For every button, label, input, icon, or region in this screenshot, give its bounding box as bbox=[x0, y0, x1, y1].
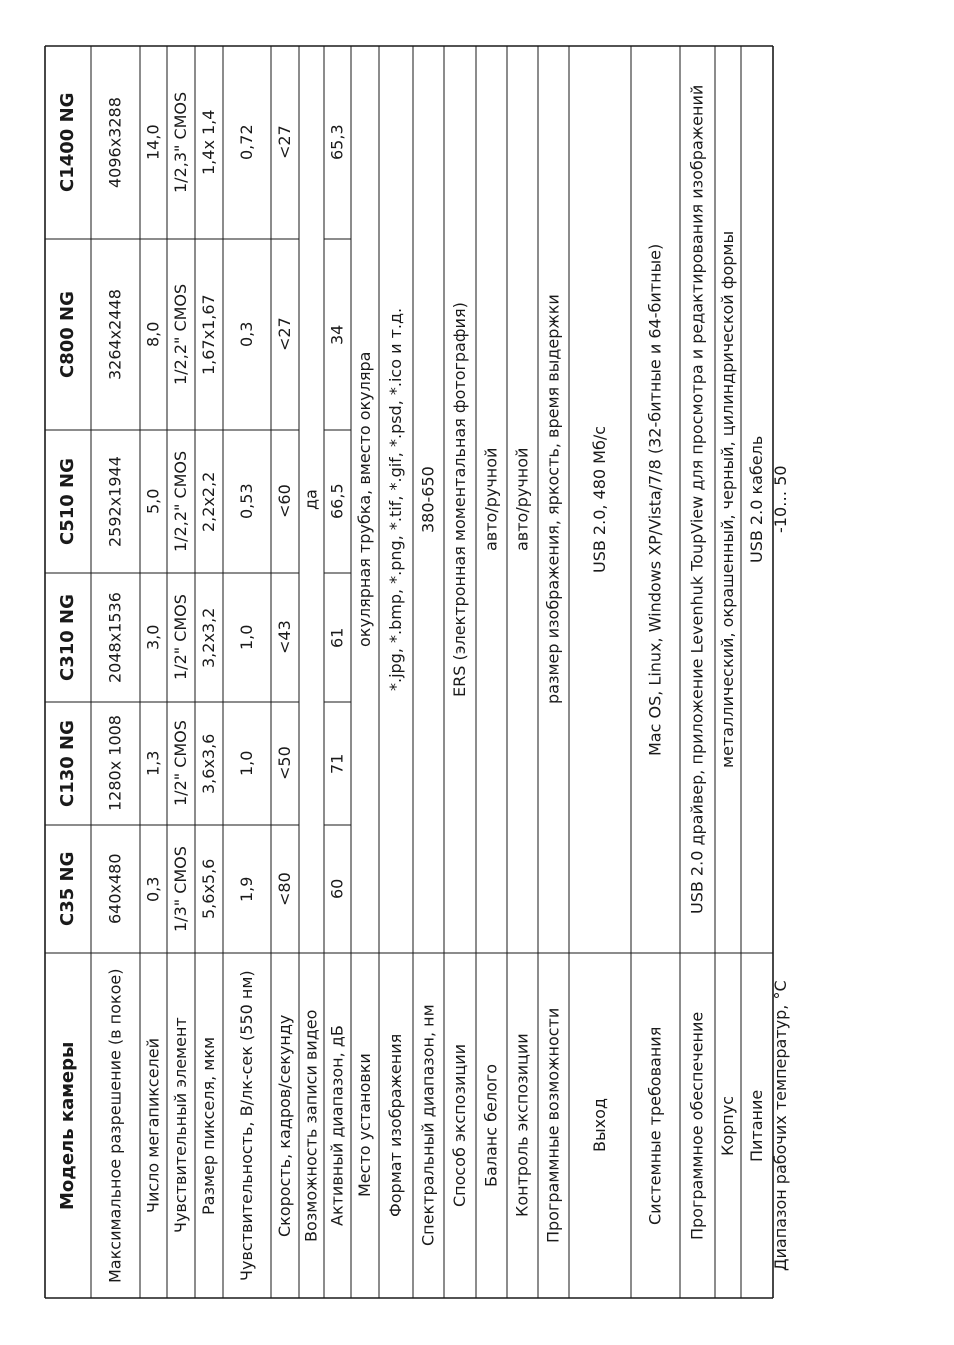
row-value-merged: USB 2.0 кабель bbox=[747, 435, 766, 564]
row-label: Максимальное разрешение (в покое) bbox=[105, 968, 125, 1283]
header-model-2: C310 NG bbox=[57, 594, 78, 681]
row-label: Активный диапазон, дБ bbox=[327, 1025, 347, 1226]
row-value: 2,2x2,2 bbox=[199, 471, 218, 532]
row-value: 14,0 bbox=[143, 124, 163, 161]
row-value: 60 bbox=[327, 878, 347, 900]
row-value: 1/2,2" CMOS bbox=[171, 450, 190, 553]
header-model-5: C1400 NG bbox=[57, 92, 78, 193]
row-value: <27 bbox=[275, 317, 294, 352]
row-value: <43 bbox=[275, 620, 294, 655]
row-label: Баланс белого bbox=[481, 1063, 501, 1188]
row-value: 0,3 bbox=[237, 321, 256, 348]
row-label: Питание bbox=[747, 1089, 766, 1162]
row-value: 1,4x 1,4 bbox=[199, 109, 218, 176]
row-value: <27 bbox=[275, 125, 294, 160]
row-value-merged: USB 2.0 драйвер, приложение Levenhuk ToupView для просмотра и редактирования изображений bbox=[687, 84, 707, 915]
row-value: 1280x 1008 bbox=[105, 715, 125, 812]
row-value: 1/2" CMOS bbox=[171, 720, 190, 807]
row-value-merged: да bbox=[301, 489, 321, 510]
row-value-merged: окулярная трубка, вместо окуляра bbox=[355, 351, 374, 648]
row-value: 1/3" CMOS bbox=[171, 846, 190, 932]
row-label: Скорость, кадров/секунду bbox=[275, 1014, 294, 1237]
row-value: 3,6x3,6 bbox=[199, 733, 218, 794]
row-label: Спектральный диапазон, нм bbox=[418, 1004, 438, 1247]
row-value: 2048x1536 bbox=[105, 592, 125, 683]
row-value: 3,2x3,2 bbox=[199, 607, 218, 668]
row-value-merged: ERS (электронная моментальная фотография) bbox=[450, 302, 469, 697]
row-label: Число мегапикселей bbox=[143, 1037, 163, 1214]
row-value: 5,6x5,6 bbox=[199, 858, 218, 920]
row-label: Программное обеспечение bbox=[687, 1011, 707, 1240]
row-value: 1,0 bbox=[237, 750, 256, 777]
row-value: 5,0 bbox=[143, 488, 163, 515]
row-value-merged: авто/ручной bbox=[512, 447, 532, 552]
row-value: <60 bbox=[275, 484, 294, 519]
row-value: 1,9 bbox=[237, 876, 256, 902]
row-value: 0,53 bbox=[237, 483, 256, 520]
row-value-merged: размер изображения, яркость, время выдержки bbox=[543, 294, 563, 705]
row-value: 2592x1944 bbox=[105, 456, 125, 547]
row-label: Диапазон рабочих температур, °C bbox=[771, 980, 790, 1271]
row-label: Контроль экспозиции bbox=[512, 1033, 532, 1218]
row-label: Размер пикселя, мкм bbox=[199, 1036, 218, 1215]
row-value: 1,0 bbox=[237, 624, 256, 651]
row-value: 0,3 bbox=[143, 876, 163, 902]
row-value-merged: металлический, окрашенный, черный, цилиндрической формы bbox=[718, 230, 737, 769]
row-label: Способ экспозиции bbox=[450, 1043, 469, 1208]
row-value: 66,5 bbox=[327, 483, 347, 520]
row-value: <80 bbox=[275, 872, 294, 906]
row-label: Чувствительный элемент bbox=[171, 1017, 190, 1234]
row-value-merged: -10… 50 bbox=[771, 465, 790, 534]
row-value: 3264x2448 bbox=[105, 289, 125, 380]
row-label: Системные требования bbox=[645, 1026, 665, 1225]
header-label: Модель камеры bbox=[57, 1041, 78, 1210]
row-label: Выход bbox=[590, 1098, 609, 1153]
row-value: 3,0 bbox=[143, 624, 163, 651]
row-value-merged: Mac OS, Linux, Windows XP/Vista/7/8 (32-битные и 64-битные) bbox=[645, 243, 665, 756]
header-model-0: C35 NG bbox=[57, 851, 78, 927]
row-value: 1/2,2" CMOS bbox=[171, 283, 190, 386]
row-label: Программные возможности bbox=[543, 1007, 563, 1244]
row-value: 4096x3288 bbox=[105, 97, 125, 188]
row-value-merged: 380-650 bbox=[418, 466, 438, 533]
row-value-merged: *.jpg, *.bmp, *.png, *.tif, *.gif, *.psd, *.ico и т.д. bbox=[386, 307, 405, 692]
row-value-merged: авто/ручной bbox=[481, 447, 501, 552]
row-value: 640x480 bbox=[105, 853, 125, 925]
row-label: Чувствительность, В/лк-сек (550 нм) bbox=[237, 970, 256, 1281]
row-label: Возможность записи видео bbox=[301, 1009, 321, 1242]
row-value: <50 bbox=[275, 746, 294, 781]
row-label: Корпус bbox=[718, 1095, 737, 1156]
row-label: Место установки bbox=[355, 1053, 374, 1198]
specs-table bbox=[45, 46, 790, 1298]
row-value: 71 bbox=[327, 753, 347, 774]
row-value: 8,0 bbox=[143, 321, 163, 348]
row-label: Формат изображения bbox=[386, 1033, 405, 1218]
row-value: 1/2,3" CMOS bbox=[171, 91, 190, 194]
row-value: 34 bbox=[327, 324, 347, 345]
header-model-1: C130 NG bbox=[57, 720, 78, 807]
row-value: 1/2" CMOS bbox=[171, 594, 190, 681]
row-value-merged: USB 2.0, 480 Мб/с bbox=[590, 425, 609, 574]
header-model-3: C510 NG bbox=[57, 458, 78, 545]
row-value: 61 bbox=[327, 627, 347, 648]
row-value: 0,72 bbox=[237, 124, 256, 161]
row-value: 65,3 bbox=[327, 124, 347, 161]
header-model-4: C800 NG bbox=[57, 291, 78, 378]
row-value: 1,3 bbox=[143, 750, 163, 777]
row-value: 1,67x1,67 bbox=[199, 294, 218, 375]
